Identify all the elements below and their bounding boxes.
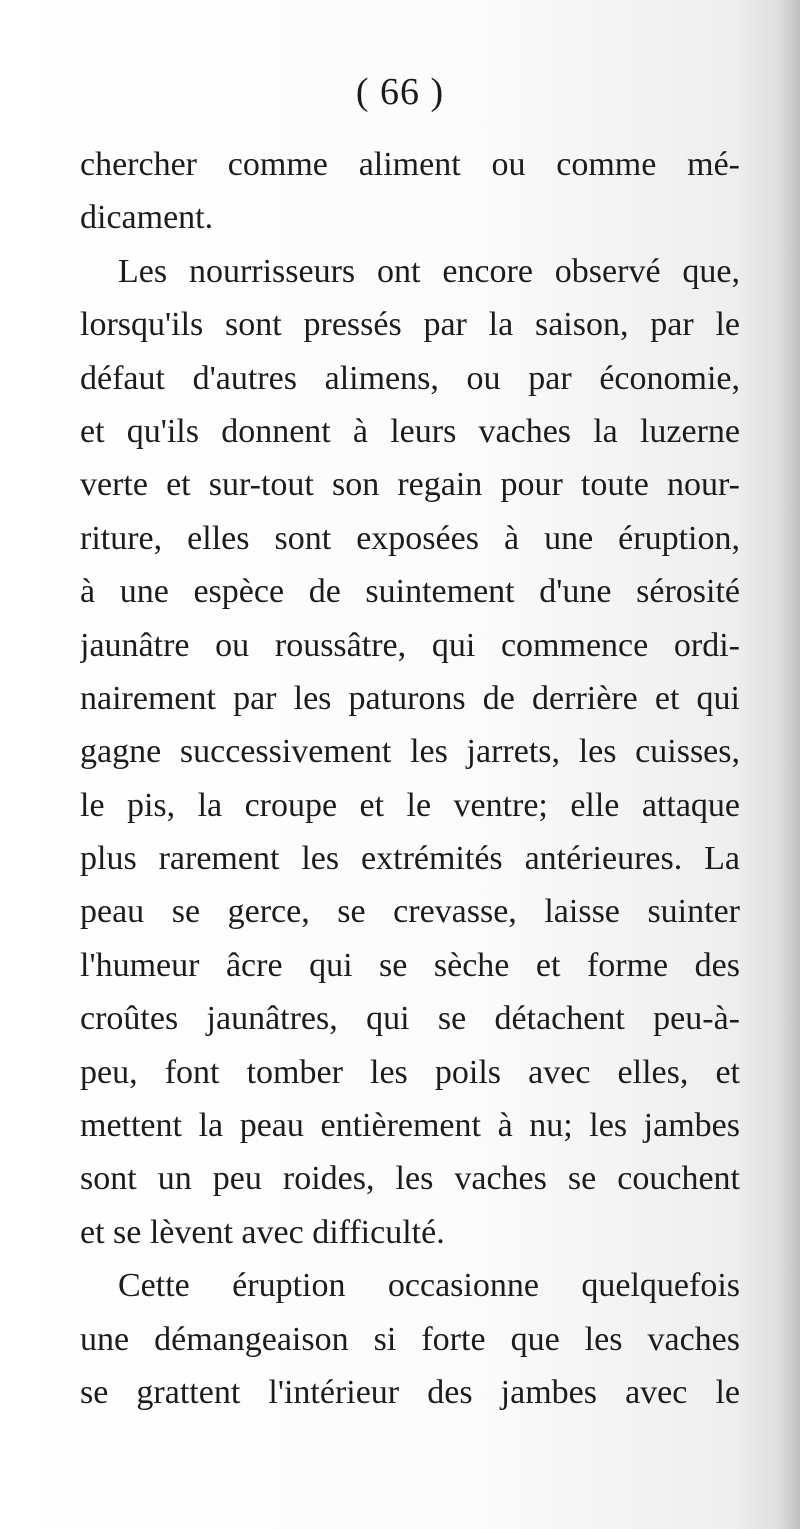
text-line: verte et sur-tout son regain pour toute nour- — [80, 466, 740, 504]
text-line: croûtes jaunâtres, qui se détachent peu-à- — [80, 1000, 740, 1038]
text-line: mettent la peau entièrement à nu; les jambes — [80, 1107, 740, 1145]
text-line: défaut d'autres alimens, ou par économie, — [80, 359, 740, 397]
text-line: riture, elles sont exposées à une éruption, — [80, 519, 740, 557]
text-line: jaunâtre ou roussâtre, qui commence ordi- — [80, 626, 740, 664]
text-line: une démangeaison si forte que les vaches — [80, 1320, 740, 1358]
text-line: gagne successivement les jarrets, les cuisses, — [80, 733, 740, 771]
text-line: et qu'ils donnent à leurs vaches la luzerne — [80, 412, 740, 450]
text-line: peu, font tomber les poils avec elles, et — [80, 1053, 740, 1091]
text-line: Cette éruption occasionne quelquefois — [118, 1267, 740, 1305]
text-line: se grattent l'intérieur des jambes avec le — [80, 1373, 740, 1411]
text-line: chercher comme aliment ou comme mé- — [80, 146, 740, 183]
body-text — [80, 138, 740, 1419]
text-line: nairement par les paturons de derrière et qui — [80, 679, 740, 717]
text-line: et se lèvent avec difficulté. — [80, 1213, 445, 1251]
page-number: ( 66 ) — [355, 71, 445, 113]
text-line: l'humeur âcre qui se sèche et forme des — [80, 946, 740, 984]
text-line: peau se gerce, se crevasse, laisse suinter — [80, 893, 740, 931]
text-line: lorsqu'ils sont pressés par la saison, par le — [80, 306, 740, 344]
text-line: sont un peu roides, les vaches se couchent — [80, 1160, 740, 1198]
text-line: Les nourrisseurs ont encore observé que, — [118, 252, 740, 290]
page-edge-shadow — [778, 0, 800, 1529]
text-line: à une espèce de suintement d'une sérosité — [80, 573, 740, 611]
text-line: plus rarement les extrémités antérieures. La — [80, 840, 740, 878]
text-line: le pis, la croupe et le ventre; elle attaque — [80, 786, 740, 824]
text-line: dicament. — [80, 199, 214, 237]
